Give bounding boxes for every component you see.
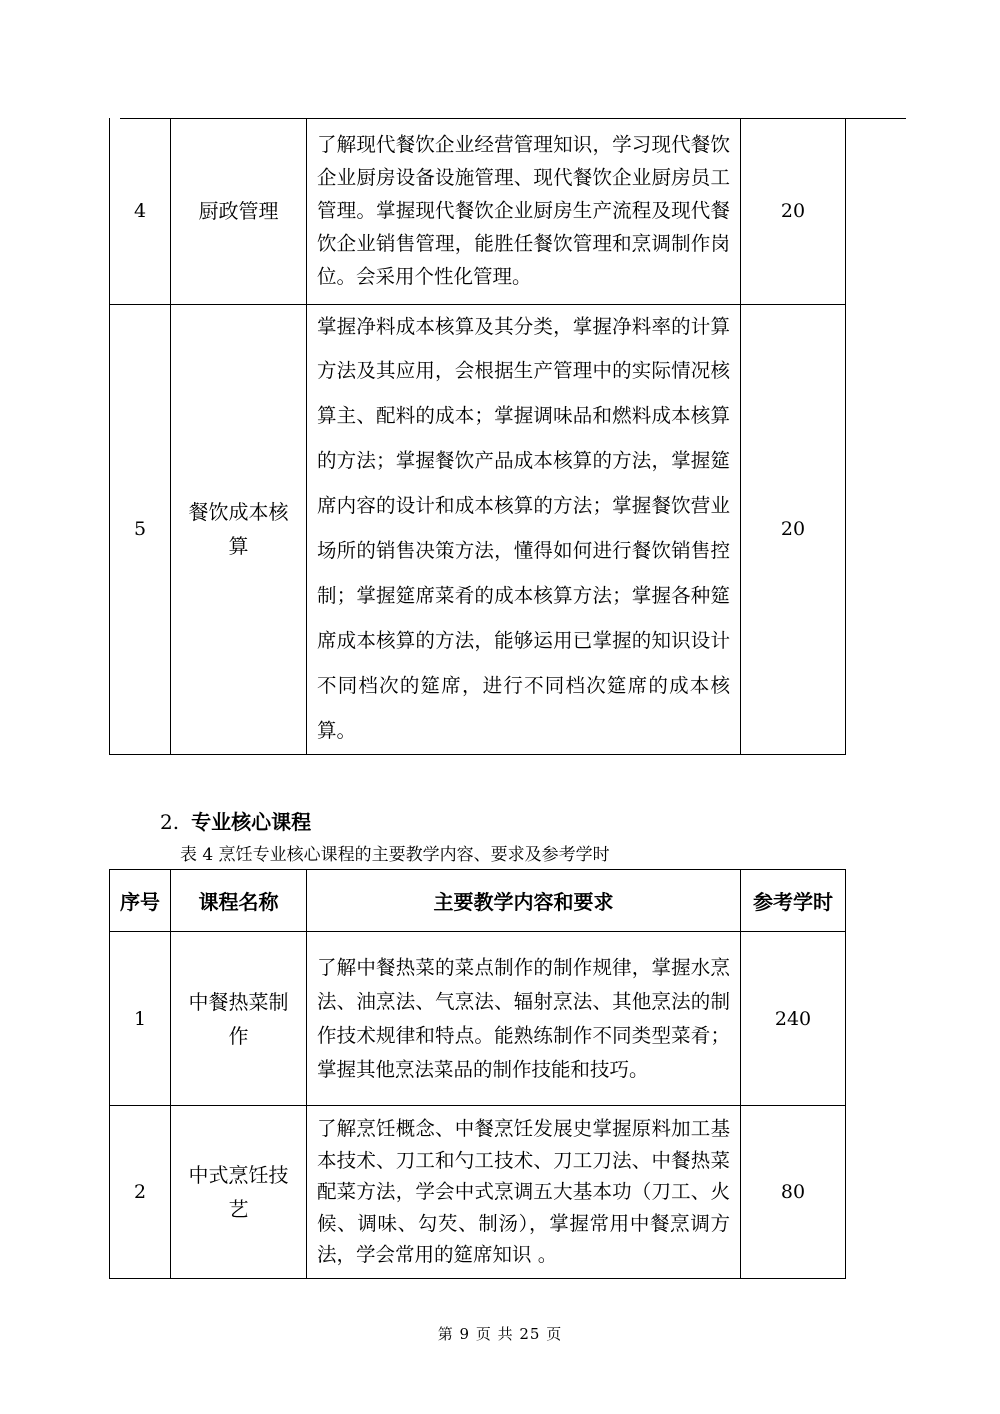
table-row	[110, 932, 846, 1106]
course-hours: 80	[741, 1106, 846, 1279]
course-name: 中式烹饪技艺	[171, 1106, 307, 1279]
header-hours: 参考学时	[741, 870, 846, 932]
row-number: 2	[110, 1106, 171, 1279]
course-hours: 240	[741, 932, 846, 1106]
section-heading	[160, 806, 311, 835]
course-name: 中餐热菜制作	[171, 932, 307, 1106]
row-number: 5	[110, 304, 171, 754]
table-row	[110, 1106, 846, 1279]
header-course-name: 课程名称	[171, 870, 307, 932]
core-course-table	[109, 869, 846, 1279]
row-number: 4	[110, 118, 171, 304]
table-caption: 表 4 烹饪专业核心课程的主要教学内容、要求及参考学时	[180, 845, 610, 865]
table-row	[110, 118, 846, 304]
course-content: 了解现代餐饮企业经营管理知识，学习现代餐饮企业厨房设备设施管理、现代餐饮企业厨房员工管理。掌握现代餐饮企业厨房生产流程及现代餐饮企业销售管理，能胜任餐饮管理和烹调制作岗位。会采用个性化管理。	[307, 118, 741, 304]
course-hours: 20	[741, 118, 846, 304]
continued-course-table	[109, 118, 846, 755]
course-name: 厨政管理	[171, 118, 307, 304]
course-content: 掌握净料成本核算及其分类，掌握净料率的计算方法及其应用，会根据生产管理中的实际情况核算主、配料的成本；掌握调味品和燃料成本核算的方法；掌握餐饮产品成本核算的方法，掌握筵席内容的设计和成本核算的方法；掌握餐饮营业场所的销售决策方法，懂得如何进行餐饮销售控制；掌握筵席菜肴的成本核算方法；掌握各种筵席成本核算的方法，能够运用已掌握的知识设计不同档次的筵席，进行不同档次筵席的成本核算。	[307, 304, 741, 754]
page-footer: 第 9 页 共 25 页	[437, 1325, 563, 1343]
section-number: 2.	[160, 810, 180, 834]
table-row	[110, 304, 846, 754]
course-name: 餐饮成本核算	[171, 304, 307, 754]
table-header-row	[110, 870, 846, 932]
header-content: 主要教学内容和要求	[307, 870, 741, 932]
course-hours: 20	[741, 304, 846, 754]
course-content: 了解中餐热菜的菜点制作的制作规律，掌握水烹法、油烹法、气烹法、辐射烹法、其他烹法的制作技术规律和特点。能熟练制作不同类型菜肴；掌握其他烹法菜品的制作技能和技巧。	[307, 932, 741, 1106]
section-title: 专业核心课程	[191, 810, 312, 834]
header-number: 序号	[110, 870, 171, 932]
row-number: 1	[110, 932, 171, 1106]
course-content: 了解烹饪概念、中餐烹饪发展史掌握原料加工基本技术、刀工和勺工技术、刀工刀法、中餐热菜配菜方法，学会中式烹调五大基本功（刀工、火候、调味、勾芡、制汤），掌握常用中餐烹调方法，学会常用的筵席知识 。	[307, 1106, 741, 1279]
